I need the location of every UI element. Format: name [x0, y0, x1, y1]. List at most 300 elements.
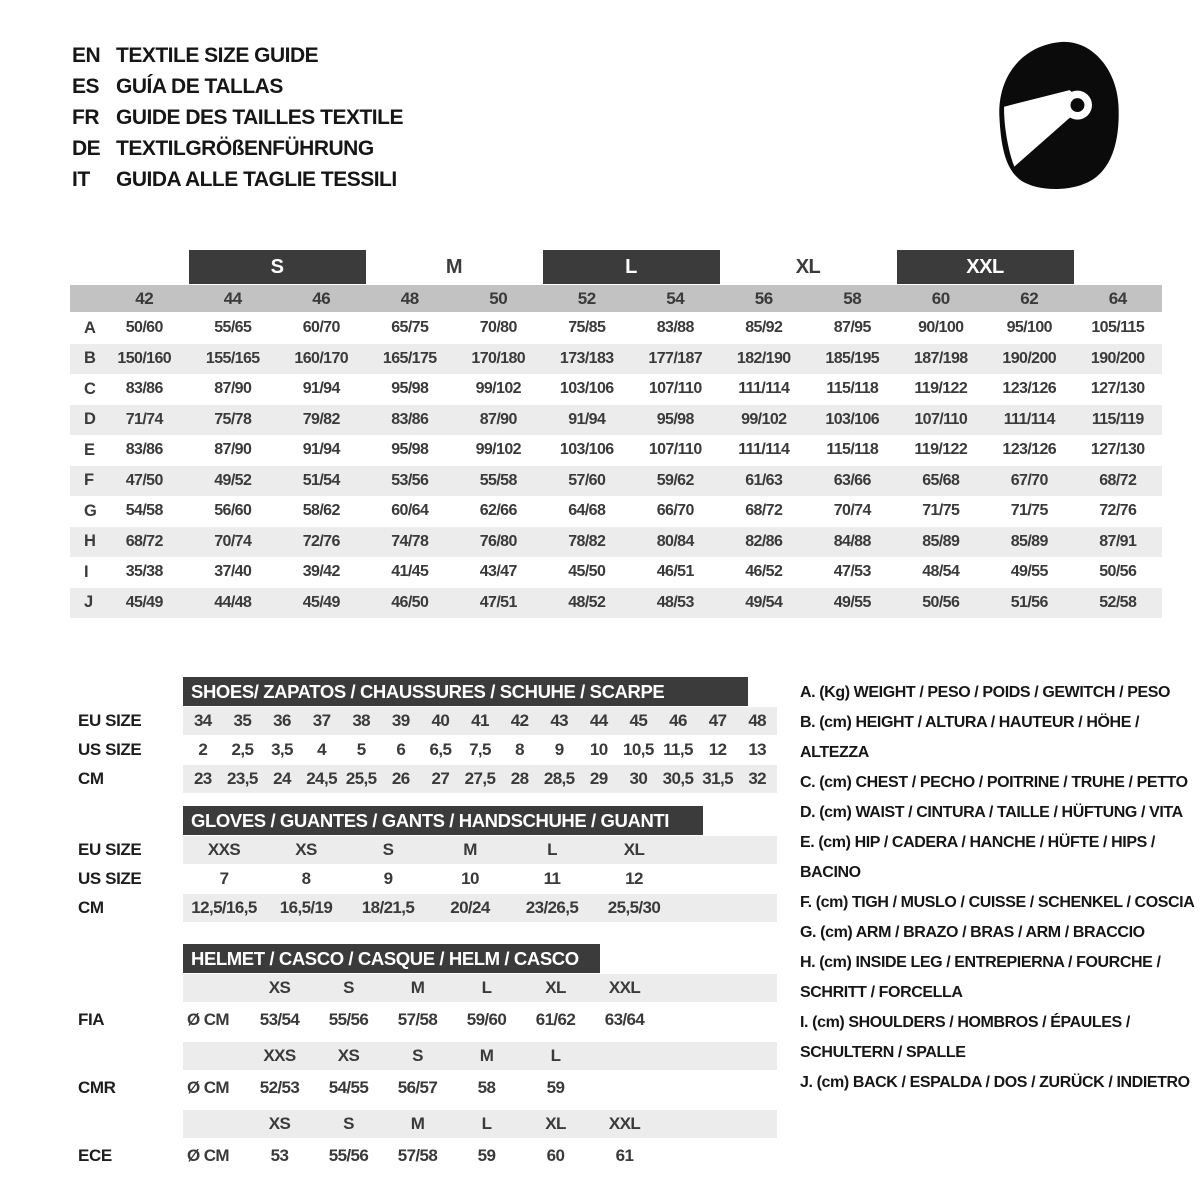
shoes-section-title: SHOES/ ZAPATOS / CHAUSSURES / SCHUHE / SCARPE	[183, 677, 748, 706]
language-code: IT	[72, 167, 90, 191]
table-cell: 68/72	[745, 502, 783, 520]
table-row	[70, 496, 1162, 527]
table-cell: 23	[193, 769, 212, 788]
table-cell: 160/170	[294, 349, 349, 367]
table-cell: 9	[554, 740, 564, 759]
table-cell: 28,5	[543, 769, 575, 788]
table-cell: 53	[270, 1145, 289, 1165]
table-cell: 107/110	[648, 441, 702, 459]
table-cell: XXS	[207, 840, 241, 859]
table-cell: 103/106	[825, 410, 880, 428]
row-label: CMR	[78, 1077, 116, 1097]
row-label: I	[84, 562, 89, 581]
helmet-size-table	[78, 944, 777, 1178]
table-cell: 90/100	[918, 319, 964, 337]
table-cell: 111/114	[738, 380, 790, 398]
table-cell: 58/62	[302, 502, 340, 520]
table-row	[70, 374, 1162, 405]
table-cell: 83/86	[125, 441, 163, 459]
table-cell: 56/57	[397, 1077, 438, 1097]
language-title-list	[72, 40, 403, 195]
size-col-header: 56	[754, 288, 773, 308]
table-cell: 61/62	[535, 1009, 576, 1029]
table-cell: 70/74	[833, 502, 871, 520]
table-cell: 70/80	[479, 319, 517, 337]
row-label: ECE	[78, 1145, 112, 1165]
size-group-s: S	[189, 250, 366, 284]
table-cell: 71/74	[125, 410, 163, 428]
table-cell: 99/102	[475, 380, 521, 398]
table-row	[70, 466, 1162, 497]
table-cell: 2,5	[231, 740, 254, 759]
language-item	[72, 102, 403, 133]
table-cell: 48/54	[922, 563, 960, 581]
table-cell: 72/76	[1099, 502, 1137, 520]
table-cell: 54/55	[328, 1077, 369, 1097]
table-cell: 24,5	[306, 769, 337, 788]
helmet-rows	[78, 974, 777, 1172]
table-cell: 50/60	[125, 319, 163, 337]
table-cell: 23/26,5	[525, 898, 579, 917]
table-cell: 105/115	[1091, 319, 1145, 337]
table-cell: 54/58	[125, 502, 163, 520]
table-cell: 55/56	[328, 1009, 369, 1029]
table-cell: 34	[193, 711, 212, 730]
row-label: F	[84, 471, 95, 490]
legend-item: A. (Kg) WEIGHT / PESO / POIDS / GEWITCH / PESO	[800, 684, 1171, 701]
table-cell: 165/175	[382, 349, 437, 367]
table-row	[70, 435, 1162, 466]
table-cell: 26	[391, 769, 410, 788]
table-cell: 75/78	[214, 410, 252, 428]
size-number-header-row	[70, 285, 1162, 312]
size-col-header: 52	[577, 288, 596, 308]
table-cell: 107/110	[914, 410, 968, 428]
table-row	[78, 707, 777, 735]
table-cell: 57/58	[397, 1145, 438, 1165]
table-cell: 25,5/30	[607, 898, 661, 917]
table-cell: 82/86	[745, 532, 783, 550]
table-cell: 12	[708, 740, 727, 759]
table-cell: 43/47	[479, 563, 517, 581]
table-cell: XL	[623, 840, 645, 859]
table-cell: 46/51	[656, 563, 694, 581]
table-cell: 83/86	[391, 410, 429, 428]
table-cell: 55/56	[328, 1145, 369, 1165]
table-cell: 83/86	[125, 380, 163, 398]
table-cell: 61	[615, 1145, 634, 1165]
table-cell: 115/118	[826, 441, 879, 459]
legend-item: B. (cm) HEIGHT / ALTURA / HAUTEUR / HÖHE / ALTEZZA	[800, 714, 1140, 761]
table-cell: 49/55	[833, 593, 871, 611]
size-group-xl: XL	[795, 255, 821, 278]
diameter-cm-label: Ø CM	[187, 1077, 229, 1097]
size-col-header: 60	[931, 288, 950, 308]
table-cell: 32	[748, 769, 767, 788]
table-cell: XXL	[608, 1114, 641, 1133]
table-cell: 55/65	[214, 319, 252, 337]
table-cell: 67/70	[1010, 471, 1048, 489]
table-cell: XL	[545, 1114, 566, 1133]
table-cell: L	[481, 1114, 492, 1133]
table-row	[70, 313, 1162, 344]
table-cell: 47	[708, 711, 727, 730]
table-cell: 127/130	[1090, 380, 1145, 398]
table-cell: 87/90	[214, 380, 252, 398]
table-cell: 46/50	[391, 593, 429, 611]
table-cell: 60/70	[302, 319, 340, 337]
table-cell: XXS	[263, 1046, 296, 1065]
table-cell: 4	[317, 740, 327, 759]
table-cell: 48/53	[656, 593, 694, 611]
table-cell: 59/60	[466, 1009, 507, 1029]
table-cell: 84/88	[833, 532, 871, 550]
table-cell: 31,5	[702, 769, 733, 788]
row-label: B	[84, 349, 96, 368]
table-cell: L	[550, 1046, 561, 1065]
table-cell: 56/60	[214, 502, 252, 520]
language-item	[72, 71, 403, 102]
language-title: GUIDA ALLE TAGLIE TESSILI	[116, 167, 397, 191]
table-cell: 95/98	[656, 410, 694, 428]
table-cell: 187/198	[913, 349, 968, 367]
table-cell: XS	[337, 1046, 360, 1065]
table-cell: 30,5	[662, 769, 694, 788]
language-title: TEXTILGRÖßENFÜHRUNG	[116, 136, 374, 160]
table-cell: 75/85	[568, 319, 606, 337]
table-cell: 50/56	[922, 593, 960, 611]
legend-item: F. (cm) TIGH / MUSLO / CUISSE / SCHENKEL / COSCIA	[800, 894, 1195, 911]
table-cell: 53/56	[391, 471, 429, 489]
size-col-header: 48	[400, 288, 419, 308]
table-cell: 35	[233, 711, 252, 730]
table-cell: 39/42	[302, 563, 340, 581]
row-label: CM	[78, 898, 104, 917]
table-row	[78, 736, 777, 764]
language-item	[72, 164, 403, 195]
table-cell: 12	[625, 869, 643, 888]
row-label: D	[84, 410, 96, 429]
table-cell: 10	[461, 869, 479, 888]
table-row	[78, 1139, 777, 1172]
table-cell: 74/78	[391, 532, 429, 550]
table-cell: 87/90	[214, 441, 252, 459]
table-cell: 7,5	[469, 740, 491, 759]
table-cell: 30	[629, 769, 648, 788]
table-cell: 65/75	[391, 319, 429, 337]
table-cell: 55/58	[479, 471, 517, 489]
table-cell: 115/118	[826, 380, 879, 398]
table-cell: 95/98	[391, 380, 429, 398]
table-cell: 45	[629, 711, 648, 730]
table-cell: 61/63	[745, 471, 783, 489]
table-cell: 45/49	[125, 593, 163, 611]
table-cell: 38	[352, 711, 371, 730]
table-cell: 103/106	[559, 441, 614, 459]
table-cell: 49/54	[745, 593, 783, 611]
row-label: CM	[78, 769, 104, 788]
table-cell: 111/114	[1003, 410, 1055, 428]
table-cell: 47/50	[125, 471, 163, 489]
row-label: FIA	[78, 1009, 105, 1029]
table-cell: 29	[589, 769, 608, 788]
table-cell: 41/45	[391, 563, 429, 581]
table-cell: 52/58	[1099, 593, 1137, 611]
racing-helmet-icon	[982, 34, 1124, 192]
row-label: H	[84, 532, 96, 551]
table-cell: 48	[748, 711, 767, 730]
legend-item: D. (cm) WAIST / CINTURA / TAILLE / HÜFTUNG / VITA	[800, 804, 1183, 821]
table-cell: 40	[431, 711, 450, 730]
language-item	[72, 133, 403, 164]
size-col-header: 58	[843, 288, 862, 308]
table-cell: 150/160	[117, 349, 172, 367]
row-label: EU SIZE	[78, 840, 142, 859]
diameter-cm-label: Ø CM	[187, 1145, 229, 1165]
size-group-m: M	[445, 255, 463, 278]
table-cell: 119/122	[914, 441, 968, 459]
table-cell: 177/187	[648, 349, 703, 367]
table-cell: M	[479, 1046, 494, 1065]
helmet-section-title: HELMET / CASCO / CASQUE / HELM / CASCO	[183, 944, 600, 973]
table-cell: 8	[515, 740, 525, 759]
table-cell: M	[410, 1114, 425, 1133]
table-cell: 173/183	[559, 349, 614, 367]
table-cell: 190/200	[1090, 349, 1145, 367]
table-row	[183, 974, 777, 1002]
size-letter-row	[70, 250, 1162, 284]
table-cell: XS	[268, 1114, 291, 1133]
table-cell: 8	[301, 869, 311, 888]
table-cell: M	[410, 978, 425, 997]
table-cell: 47/53	[833, 563, 871, 581]
table-cell: 42	[510, 711, 529, 730]
table-row	[78, 836, 777, 864]
legend-item: J. (cm) BACK / ESPALDA / DOS / ZURÜCK / INDIETRO	[800, 1074, 1190, 1091]
table-cell: 39	[391, 711, 410, 730]
table-cell: 51/56	[1010, 593, 1048, 611]
diameter-cm-label	[183, 974, 245, 1002]
table-cell: 91/94	[302, 441, 340, 459]
table-cell: 80/84	[656, 532, 694, 550]
table-row	[78, 865, 777, 893]
language-item	[72, 40, 403, 71]
table-cell: 99/102	[741, 410, 787, 428]
table-cell: 43	[550, 711, 569, 730]
table-cell: 190/200	[1002, 349, 1057, 367]
legend-item: G. (cm) ARM / BRAZO / BRAS / ARM / BRACCIO	[800, 924, 1145, 941]
row-label: G	[84, 501, 97, 520]
table-cell: L	[547, 840, 557, 859]
spacer	[70, 285, 100, 312]
table-cell: 76/80	[479, 532, 517, 550]
table-cell: 24	[273, 769, 291, 788]
table-cell: 27	[431, 769, 450, 788]
size-col-header: 62	[1020, 288, 1039, 308]
table-cell: S	[343, 978, 354, 997]
size-col-header: 64	[1108, 288, 1127, 308]
table-cell: 44/48	[214, 593, 252, 611]
size-col-header: 50	[489, 288, 508, 308]
table-cell: 13	[748, 740, 767, 759]
table-cell: 12,5/16,5	[191, 898, 257, 917]
table-cell	[590, 1042, 659, 1070]
table-cell: 68/72	[125, 532, 163, 550]
row-label: J	[84, 593, 94, 612]
table-row	[70, 527, 1162, 558]
table-cell: XL	[545, 978, 566, 997]
measurement-rows	[70, 313, 1162, 618]
diameter-cm-label	[183, 1110, 245, 1138]
row-label: US SIZE	[78, 740, 142, 759]
table-cell: 87/90	[479, 410, 517, 428]
table-row	[78, 765, 777, 793]
table-cell: 44	[589, 711, 608, 730]
table-cell: 64/68	[568, 502, 606, 520]
table-row	[70, 557, 1162, 588]
table-cell: 59	[546, 1077, 565, 1097]
size-col-header: 44	[223, 288, 242, 308]
language-code: DE	[72, 136, 101, 160]
table-row	[70, 344, 1162, 375]
table-cell: 50/56	[1099, 563, 1137, 581]
table-cell: S	[382, 840, 394, 859]
table-cell: 36	[273, 711, 291, 730]
table-cell: 27,5	[464, 769, 496, 788]
table-cell: 123/126	[1002, 441, 1057, 459]
row-label: E	[84, 440, 96, 459]
table-cell: 11	[543, 869, 561, 888]
gloves-size-table	[78, 806, 777, 923]
gloves-rows	[78, 836, 777, 922]
table-cell: 20/24	[450, 898, 490, 917]
table-cell: 48/52	[568, 593, 606, 611]
table-cell: 46/52	[745, 563, 783, 581]
table-cell: 85/89	[1010, 532, 1048, 550]
shoes-rows	[78, 707, 777, 793]
table-cell: 23,5	[227, 769, 258, 788]
table-cell: 70/74	[214, 532, 252, 550]
table-row	[78, 1071, 777, 1104]
table-row	[70, 405, 1162, 436]
table-cell: 182/190	[736, 349, 791, 367]
table-cell: S	[412, 1046, 423, 1065]
table-cell: 87/95	[833, 319, 871, 337]
table-cell: 79/82	[302, 410, 340, 428]
table-cell: 57/58	[397, 1009, 438, 1029]
textile-size-table	[70, 250, 1162, 618]
table-cell: 85/89	[922, 532, 960, 550]
language-title: TEXTILE SIZE GUIDE	[116, 43, 319, 67]
table-cell: 103/106	[559, 380, 614, 398]
table-cell: 68/72	[1099, 471, 1137, 489]
measurement-legend	[800, 678, 1200, 1098]
table-cell: 46	[669, 711, 687, 730]
table-cell: S	[343, 1114, 354, 1133]
gloves-section-title: GLOVES / GUANTES / GANTS / HANDSCHUHE / GUANTI	[183, 806, 703, 835]
table-cell: 78/82	[568, 532, 606, 550]
language-code: ES	[72, 74, 100, 98]
table-cell: 45/49	[302, 593, 340, 611]
table-cell: 107/110	[648, 380, 702, 398]
diameter-cm-label: Ø CM	[187, 1009, 229, 1029]
table-cell: 10	[589, 740, 608, 759]
table-cell: 155/165	[205, 349, 260, 367]
table-cell: 66/70	[656, 502, 694, 520]
diameter-cm-label	[183, 1042, 245, 1070]
size-col-header: 46	[312, 288, 331, 308]
table-cell: L	[481, 978, 492, 997]
table-cell: 37/40	[214, 563, 252, 581]
row-label: US SIZE	[78, 869, 142, 888]
table-cell: 127/130	[1090, 441, 1145, 459]
language-title: GUÍA DE TALLAS	[116, 74, 283, 98]
table-cell: 85/92	[745, 319, 783, 337]
table-cell: 95/100	[1006, 319, 1052, 337]
table-cell: 63/66	[833, 471, 871, 489]
table-cell: 6,5	[429, 740, 452, 759]
table-cell: 18/21,5	[361, 898, 415, 917]
legend-item: H. (cm) INSIDE LEG / ENTREPIERNA / FOURCHE / SCHRITT / FORCELLA	[800, 954, 1161, 1001]
row-label: EU SIZE	[78, 711, 142, 730]
row-label: A	[84, 318, 96, 337]
table-cell: 53/54	[259, 1009, 300, 1029]
table-cell: 119/122	[914, 380, 968, 398]
size-col-header: 42	[135, 288, 154, 308]
table-cell	[590, 1071, 659, 1104]
language-code: FR	[72, 105, 99, 129]
table-cell: 63/64	[604, 1009, 645, 1029]
table-row	[70, 588, 1162, 619]
table-cell: 5	[356, 740, 366, 759]
table-cell: 60	[546, 1145, 565, 1165]
legend-item: I. (cm) SHOULDERS / HOMBROS / ÉPAULES / SCHULTERN / SPALLE	[800, 1014, 1130, 1061]
table-cell: 49/55	[1010, 563, 1048, 581]
table-cell: 45/50	[568, 563, 606, 581]
table-cell: 71/75	[1010, 502, 1048, 520]
language-title: GUIDE DES TAILLES TEXTILE	[116, 105, 403, 129]
shoes-size-table	[78, 677, 777, 794]
size-group-xxl: XXL	[897, 250, 1074, 284]
table-cell: 28	[510, 769, 529, 788]
table-cell: 41	[471, 711, 489, 730]
table-cell: XS	[295, 840, 317, 859]
table-cell: 83/88	[656, 319, 694, 337]
table-row	[183, 1042, 777, 1070]
table-cell: 71/75	[922, 502, 960, 520]
table-cell: 3,5	[271, 740, 293, 759]
legend-item: E. (cm) HIP / CADERA / HANCHE / HÜFTE / HIPS / BACINO	[800, 834, 1155, 881]
size-col-header: 54	[666, 288, 685, 308]
table-row	[78, 1003, 777, 1036]
table-cell: M	[463, 840, 477, 859]
table-cell: 59	[477, 1145, 496, 1165]
table-cell: 115/119	[1091, 410, 1144, 428]
table-cell: 170/180	[471, 349, 526, 367]
table-cell: 2	[198, 740, 208, 759]
table-cell: 185/195	[825, 349, 880, 367]
table-cell: 65/68	[922, 471, 960, 489]
table-cell: 52/53	[259, 1077, 300, 1097]
table-cell: 47/51	[479, 593, 517, 611]
table-cell: 58	[477, 1077, 496, 1097]
table-cell: 62/66	[479, 502, 517, 520]
table-cell: 91/94	[568, 410, 606, 428]
table-cell: 57/60	[568, 471, 606, 489]
table-cell: XS	[268, 978, 291, 997]
table-cell: 10,5	[623, 740, 654, 759]
table-cell: 7	[219, 869, 229, 888]
